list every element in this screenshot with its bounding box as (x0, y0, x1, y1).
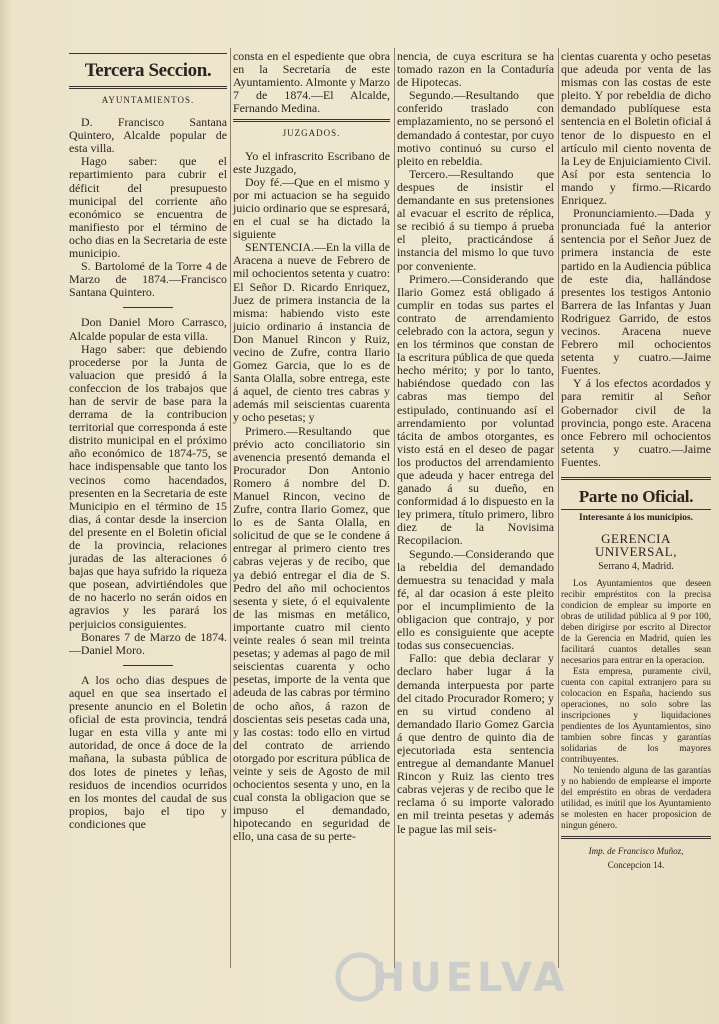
pronunciamiento: Pronunciamiento.—Dada y pronunciada fué la anterior sentencia por el Señor Juez de primera instancia de este partido en la Audiencia pública de este dia, hallándose presentes los testigos Antonio Barrera de las Infantas y Juan Rodriguez Garrido, de estos vecinos. Aracena nueve Febrero mil ochocientos setenta y cuatro.—Jaime Fuentes. (561, 206, 711, 378)
notice-3-body: A los ocho dias despues de aquel en que sea insertado el presente anuncio en el Boletin oficial de esta provincia, tendrá lugar en esta villa y ante mi autoridad, de once á doce de la mañana, la subasta pública de dos lotes de pinetes y leñas, residuos de incendios ocurridos en los montes del caudal de sus propios, bajo el tipo y condiciones que (69, 672, 227, 831)
section-rule (561, 477, 711, 480)
column-rule-3 (558, 48, 559, 968)
juzgados-heading: JUZGADOS. (282, 128, 341, 139)
notice-1-signature: S. Bartolomé de la Torre 4 de Marzo de 1874.—Francisco Santana Quintero. (69, 259, 227, 300)
imprenta-address: Concepcion 14. (607, 860, 665, 871)
divider (123, 665, 173, 666)
ayuntamientos-heading: AYUNTAMIENTOS. (101, 95, 195, 105)
considerando-1: Primero.—Considerando que Ilario Gomez está obligado á cumplir en todas sus partes el contrato de arrendamiento celebrado con la actora, segun y en los términos que constan de la escritura pública de que queda hecho mérito; y por lo tanto, habiéndose quedado con las cabras mas tiempo del estipulado, continuando así el arrendamiento por voluntad tácita de ambos otorgantes, es visto está en el deseo de pagar los productos del arrendamiento que adeuda y hacer entrega del ganado á su dueño, en conformidad á lo dispuesto en la ley primera, título primero, libro diez de la Novisima Recopilacion. (397, 271, 554, 548)
rule (561, 509, 711, 510)
considerando-2: Segundo.—Considerando que la rebeldia del demandado demuestra su tenacidad y mala fé, al dar ocasion á este pleito por el incumplimiento de la obligacion que contrajo, y por ello es consiguiente que acepte todas sus consecuencias. (397, 546, 554, 653)
notice-1-header: D. Francisco Santana Quintero, Alcalde popular de esta villa. (69, 115, 227, 156)
resultando-1: Primero.—Resultando que prévio acto conciliatorio sin avenencia presentó demanda el Procurador Don Antonio Romero á nombre del D. Manuel Rincon, vecino de Zufre, contra Ilario Gomez, que lo es de Santa Olalla, en solicitud de que se le condene á entregar al primero ciento tres cabras vejeras y de recibo, que ya debió entregar el dia de S. Pedro del año mil ochocientos sesenta y siete, ó el equivalente de las mismas en metálico, importante cuatro mil ciento veinte reales ó sean mil treinta pesetas; y ademas al pago de mil seiscientas cuarenta y ocho pesetas, importe de la venta que adeuda de las cabras por término de ocho años, á razon de doscientas seis pesetas cada una, y las costas: todo ello en virtud del contrato de arriendo otorgado por escritura pública de veinte y seis de Agosto de mil ochocientos sesenta y uno, en la cual consta la obligacion que se impuso el demandado, hipotecando en seguridad de ello, una casa de su perte- (233, 423, 390, 844)
column-rule-2 (394, 48, 395, 968)
gerencia-p1: Los Ayuntamientos que deseen recibir empréstitos con la precisa condicion de emplear su importe en obras de utilidad pública al 9 por 100, deben dirigirse por escrito al Director de la Gerencia en Madrid, quien les facilitará cuantos detalles sean necesarios para entrar en la operacion. (561, 579, 711, 667)
fallo: Fallo: que debia declarar y declaro haber lugar á la demanda interpuesta por parte del citado Procurador Romero; y en su virtud condeno al demandado Ilario Gomez Garcia á que dentro de quinto dia de ejecutoriada esta sentencia entregue al demandante Manuel Rincon y Ruiz las ciento tres cabras vejeras y de recibo que le reclama ó su importe valorado en mil treinta pesetas y además le pague las mil seis- (397, 651, 554, 836)
column-3 (397, 50, 554, 836)
fallo-continued: cientas cuarenta y ocho pesetas que adeuda por venta de las mismas con las costas de este pleito. Y por rebeldia de dicho demandado publíquese esta sentencia en el Boletin oficial á tenor de lo dispuesto en el artículo mil ciento noventa de la Ley de Enjuiciamiento Civil. Así por esta sentencia lo mando y firmo.—Ricardo Enriquez. (561, 49, 711, 208)
resultando-1-continued: nencia, de cuya escritura se ha tomado razon en la Contaduría de Hipotecas. (397, 49, 554, 90)
column-4 (561, 50, 711, 873)
column-1 (69, 50, 227, 831)
section-rule (233, 119, 390, 122)
efectos-acordados: Y á los efectos acordados y para remitir al Señor Gobernador civil de la provincia, pongo este. Aracena once Febrero mil ochocientos setenta y cuatro.—Jaime Fuentes. (561, 376, 711, 469)
section-title: Tercera Seccion. (84, 60, 212, 81)
huelva-watermark-logo (320, 945, 620, 1005)
gerencia-title: GERENCIA UNIVERSAL, (595, 531, 677, 560)
gerencia-p2: Esta empresa, puramente civil, cuenta con capital extranjero para su colocacion en España, haciendo sus operaciones, no solo sobre las inscripciones y liquidaciones pendientes de los Ayuntamientos, sino tambien sobre fincas y garantías solidarias de los mayores contribuyentes. (561, 667, 711, 766)
gerencia-p3: No teniendo alguna de las garantías y no habiendo de emplearse el importe del empréstito en obras de verdadera utilidad, es inútil que los Ayuntamiento se molesten en hacer proposicion de ningun género. (561, 766, 711, 832)
imprenta: Imp. de Francisco Muñoz, (588, 846, 684, 857)
notice-2-header: Don Daniel Moro Carrasco, Alcalde popular de esta villa. (69, 315, 227, 343)
gerencia-address: Serrano 4, Madrid. (598, 561, 674, 573)
parte-no-oficial-title: Parte no Oficial. (578, 487, 694, 506)
footer-rule (561, 836, 711, 839)
resultando-3: Tercero.—Resultando que despues de insistir el demandante en sus pretensiones al evacuar el escrito de réplica, se recibió á su tiempo á prueba el pleito, practicándose á instancia del mismo lo que tuvo por conveniente. (397, 166, 554, 273)
title-rule (69, 86, 227, 89)
column-rule-1 (230, 48, 231, 968)
juzgado-intro: Yo el infrascrito Escribano de este Juzgado, (233, 148, 390, 176)
notice-1-body: Hago saber: que el repartimiento para cubrir el déficit del presupuesto municipal del corriente año económico se encuentra de manifiesto por el término de ocho dias en la Secretaria de este municipio. (69, 154, 227, 261)
notice-2-signature: Bonares 7 de Marzo de 1874.—Daniel Moro. (69, 629, 227, 657)
sentencia-text: SENTENCIA.—En la villa de Aracena a nueve de Febrero de mil ochocientos setenta y cuatro: El Señor D. Ricardo Enriquez, Juez de primera instancia de la misma: habiendo visto este juicio ordinario á instancia de Don Manuel Rincon y Ruiz, vecino de Zufre, contra Ilario Gomez Garcia, que lo es de Santa Olalla, sobre entrega, este á aquel, de ciento tres cabras y además mil seiscientas cuarenta y ocho pesetas; y (233, 240, 390, 425)
notice-2-body: Hago saber: que debiendo procederse por la Junta de valuacion que presidó á la confeccion de los trabajos que han de servir de base para la derrama de la contribucion territorial que corresponda á este distrito municipal en el próximo año económico de 1874-75, se hace indispensable que tanto los vecinos como hacendados, presenten en la Secretaria de este Municipio en el término de 15 dias, á contar desde la insercion del presente en el Boletin oficial de la provincia, relaciones juradas de las alteraciones ó bajas que haya sufrido la riqueza que posean, advirtiéndoles que de no hacerlo no serán oidos en agravios y les parará los perjuicios consiguientes. (69, 341, 227, 631)
top-rule (69, 53, 227, 54)
interesante-heading: Interesante á los municipios. (579, 513, 693, 524)
watermark-text: HUELVA (371, 955, 569, 1001)
resultando-2: Segundo.—Resultando que conferido traslado con emplazamiento, no se personó el demandado á contestar, por cuyo motivo continuó su curso el pleito en rebeldia. (397, 88, 554, 168)
juzgado-doy-fe: Doy fé.—Que en el mismo y por mi actuacion se ha seguido juicio ordinario que se espresará, en el cual se ha dictado la siguiente (233, 174, 390, 242)
divider (123, 307, 173, 308)
notice-3-continued: consta en el espediente que obra en la Secretaría de este Ayuntamiento. Almonte y Marzo 7 de 1874.—El Alcalde, Fernando Medina. (233, 49, 390, 116)
column-2 (233, 50, 390, 844)
